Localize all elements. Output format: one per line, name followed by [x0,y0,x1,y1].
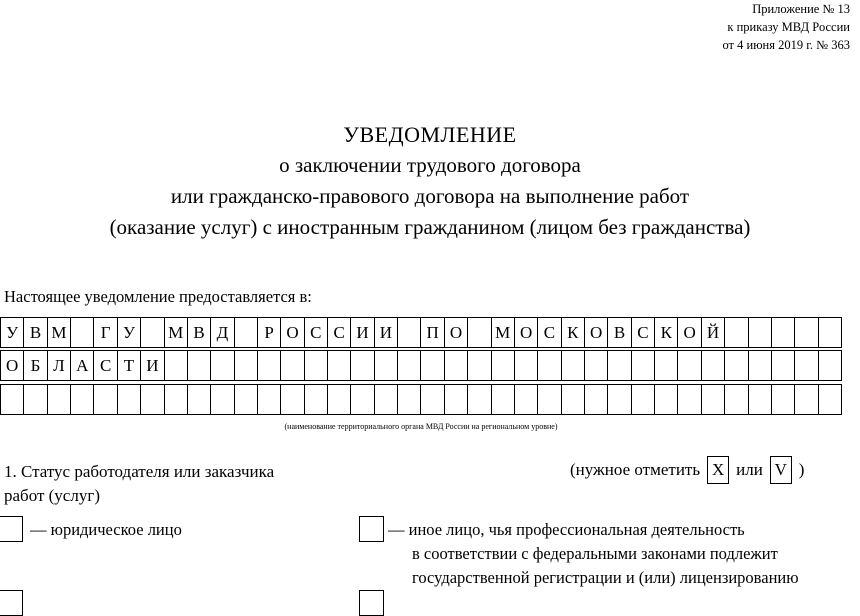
grid-cell[interactable]: Р [258,318,281,347]
grid-cell[interactable] [515,385,538,414]
grid-cell[interactable] [538,351,561,380]
grid-cell[interactable]: В [188,318,211,347]
grid-cell[interactable] [375,385,398,414]
grid-cell[interactable]: О [515,318,538,347]
grid-cell[interactable] [94,385,117,414]
grid-cell[interactable] [795,318,818,347]
document-title [0,120,860,243]
grid-cell[interactable] [398,385,421,414]
mark-hint-prefix: (нужное отметить [570,460,701,479]
section-1-title-line-2: работ (услуг) [4,486,100,505]
grid-cell[interactable]: С [94,351,117,380]
grid-cell[interactable] [632,351,655,380]
grid-cell[interactable]: В [24,318,47,347]
grid-cell[interactable]: А [71,351,94,380]
grid-cell[interactable] [235,318,258,347]
grid-cell[interactable] [188,385,211,414]
authority-grid-row-3[interactable] [0,384,842,415]
grid-cell[interactable] [71,318,94,347]
grid-cell[interactable] [795,351,818,380]
grid-cell[interactable]: О [1,351,24,380]
grid-cell[interactable] [235,351,258,380]
intro-text: Настоящее уведомление предоставляется в: [4,287,312,306]
grid-cell[interactable]: П [421,318,444,347]
grid-cell[interactable] [725,351,748,380]
grid-cell[interactable]: Л [48,351,71,380]
grid-cell[interactable]: О [281,318,304,347]
grid-cell[interactable] [421,385,444,414]
section-1-title-line-1: 1. Статус работодателя или заказчика [4,462,275,481]
grid-cell[interactable] [398,318,421,347]
grid-cell[interactable]: У [118,318,141,347]
grid-cell[interactable]: Г [94,318,117,347]
grid-cell[interactable] [725,385,748,414]
grid-cell[interactable] [562,351,585,380]
other-person-label-line-2: в соответствии с федеральными законами подлежит [412,544,778,563]
grid-cell[interactable] [515,351,538,380]
other-person-label-line-3: государственной регистрации и (или) лицензированию [412,568,799,587]
mark-hint-or: или [736,460,763,479]
grid-cell[interactable] [678,351,701,380]
grid-cell[interactable] [258,351,281,380]
grid-cell[interactable] [211,385,234,414]
grid-cell[interactable] [24,385,47,414]
grid-cell[interactable]: Б [24,351,47,380]
grid-cell[interactable] [281,385,304,414]
grid-cell[interactable] [141,318,164,347]
grid-cell[interactable] [211,351,234,380]
grid-cell[interactable]: М [165,318,188,347]
grid-cell[interactable] [165,351,188,380]
grid-cell[interactable] [562,385,585,414]
grid-cell[interactable] [468,385,491,414]
grid-cell[interactable] [819,318,842,347]
grid-cell[interactable] [772,351,795,380]
grid-cell[interactable] [585,351,608,380]
grid-cell[interactable]: С [305,318,328,347]
title-line-1: о заключении трудового договора [279,153,581,177]
grid-cell[interactable]: О [445,318,468,347]
grid-cell[interactable] [772,318,795,347]
grid-cell[interactable]: В [608,318,631,347]
grid-cell[interactable] [71,385,94,414]
grid-cell[interactable] [749,318,772,347]
grid-cell[interactable] [725,318,748,347]
grid-cell[interactable] [141,385,164,414]
grid-cell[interactable] [281,351,304,380]
grid-cell[interactable] [188,351,211,380]
grid-cell[interactable] [165,385,188,414]
grid-cell[interactable] [819,351,842,380]
grid-cell[interactable]: М [492,318,515,347]
grid-cell[interactable] [678,385,701,414]
grid-cell[interactable] [305,351,328,380]
grid-cell[interactable] [608,385,631,414]
grid-cell[interactable] [538,385,561,414]
grid-cell[interactable] [749,351,772,380]
grid-cell[interactable] [702,351,725,380]
mark-example-x: X [707,456,729,484]
grid-cell[interactable] [421,351,444,380]
grid-cell[interactable] [1,385,24,414]
grid-cell[interactable]: У [1,318,24,347]
grid-cell[interactable] [772,385,795,414]
title-line-2: или гражданско-правового договора на выполнение работ [170,184,690,208]
appendix-line-3: от 4 июня 2019 г. № 363 [722,38,850,52]
grid-cell[interactable] [48,385,71,414]
grid-cell[interactable] [632,385,655,414]
grid-cell[interactable] [235,385,258,414]
grid-cell[interactable] [445,385,468,414]
other-person-checkbox[interactable] [359,516,384,542]
authority-grid-row-1[interactable] [0,317,842,348]
appendix-header [722,0,850,54]
grid-cell[interactable] [328,385,351,414]
grid-cell[interactable] [351,385,374,414]
grid-cell[interactable] [492,385,515,414]
mark-hint [570,455,804,485]
legal-entity-checkbox[interactable] [0,516,23,542]
section-1-title [4,460,274,508]
grid-cell[interactable] [305,385,328,414]
grid-cell[interactable]: И [351,318,374,347]
grid-cell[interactable] [328,351,351,380]
grid-cell[interactable] [819,385,842,414]
title-heading: УВЕДОМЛЕНИЕ [343,122,517,147]
grid-cell[interactable]: С [328,318,351,347]
mark-hint-suffix: ) [798,460,805,479]
grid-cell[interactable] [398,351,421,380]
grid-cell[interactable]: К [655,318,678,347]
authority-grid-row-2[interactable] [0,350,842,381]
grid-cell[interactable]: Д [211,318,234,347]
grid-cell[interactable] [118,385,141,414]
grid-caption: (наименование территориального органа МВД России на региональном уровне) [284,422,558,431]
grid-cell[interactable]: О [678,318,701,347]
grid-cell[interactable] [351,351,374,380]
grid-cell[interactable] [608,351,631,380]
other-person-label-line-1: — иное лицо, чья профессиональная деятельность [388,520,745,539]
grid-cell[interactable]: Т [118,351,141,380]
grid-cell[interactable]: Й [702,318,725,347]
grid-cell[interactable]: К [562,318,585,347]
grid-cell[interactable]: М [48,318,71,347]
grid-cell[interactable] [655,351,678,380]
grid-cell[interactable]: И [375,318,398,347]
grid-cell[interactable] [468,351,491,380]
grid-cell[interactable] [585,385,608,414]
grid-cell[interactable] [492,351,515,380]
grid-cell[interactable]: О [585,318,608,347]
grid-cell[interactable]: С [538,318,561,347]
grid-cell[interactable] [468,318,491,347]
legal-entity-label: — юридическое лицо [30,520,182,539]
appendix-line-1: Приложение № 13 [752,2,850,16]
grid-cell[interactable] [258,385,281,414]
grid-cell[interactable]: С [632,318,655,347]
grid-cell[interactable] [375,351,398,380]
appendix-line-2: к приказу МВД России [727,20,850,34]
grid-cell[interactable] [702,385,725,414]
grid-cell[interactable] [795,385,818,414]
next-option-checkbox-left[interactable] [0,590,23,616]
next-option-checkbox-right[interactable] [359,590,384,616]
grid-cell[interactable] [749,385,772,414]
grid-cell[interactable] [655,385,678,414]
grid-cell[interactable] [445,351,468,380]
mark-example-v: V [770,456,792,484]
title-line-3: (оказание услуг) с иностранным гражданином (лицом без гражданства) [109,215,751,239]
grid-cell[interactable]: И [141,351,164,380]
